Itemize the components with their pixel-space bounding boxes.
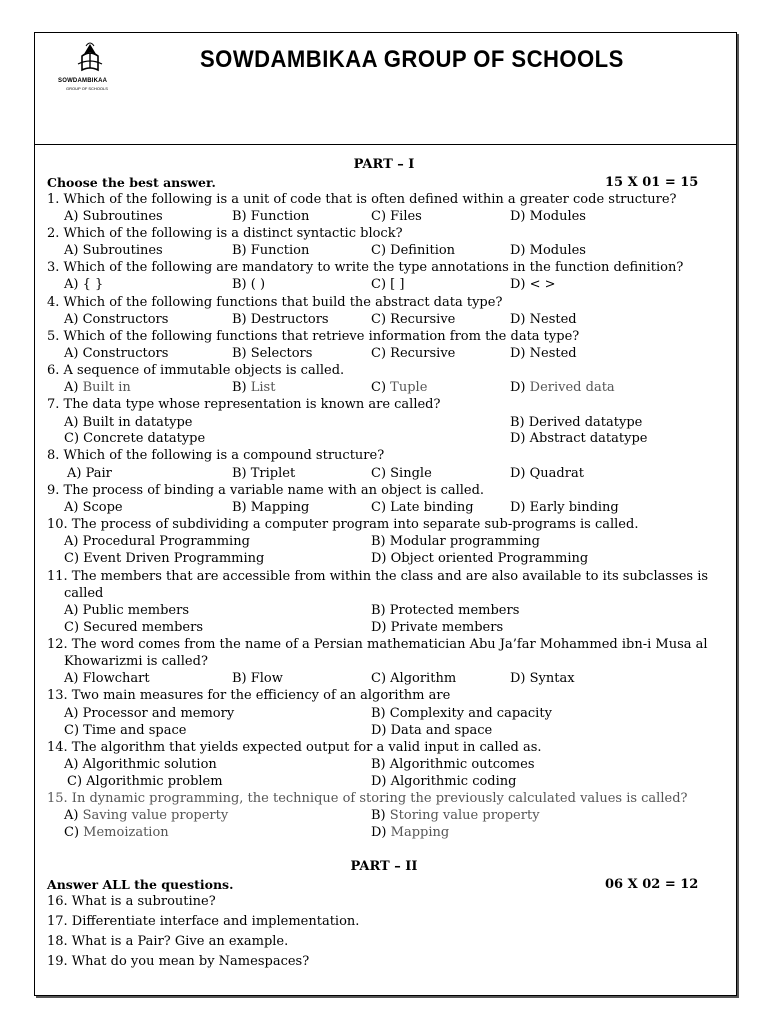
school-logo-icon [60, 40, 120, 92]
option-d: D) Quadrat [510, 466, 584, 481]
logo-subtext: GROUP OF SCHOOLS [66, 86, 108, 91]
option-text: Mapping [390, 825, 450, 840]
question-3: 3. Which of the following are mandatory to write the type annotations in the function definition? [47, 260, 684, 275]
option-text: Memoization [83, 825, 169, 840]
logo-text: SOWDAMBIKAA [58, 78, 108, 84]
option-d: D) Nested [510, 346, 577, 361]
option-b [371, 808, 540, 824]
option-c: C) [ ] [371, 277, 405, 292]
option-c: C) Concrete datatype [64, 431, 206, 446]
question-7: 7. The data type whose representation is known are called? [47, 397, 441, 412]
option-c: C) Files [371, 209, 422, 224]
option-letter: A) [64, 808, 79, 823]
question-4: 4. Which of the following functions that build the abstract data type? [47, 295, 503, 310]
option-a: A) Scope [64, 500, 123, 515]
option-letter: C) [371, 380, 387, 395]
option-text: Tuple [390, 380, 428, 395]
option-d: D) Nested [510, 312, 577, 327]
school-name: SOWDAMBIKAA GROUP OF SCHOOLS [200, 46, 624, 73]
option-text: Derived data [529, 380, 615, 395]
option-d: D) Data and space [371, 723, 493, 738]
option-d: D) Early binding [510, 500, 619, 515]
question-9: 9. The process of binding a variable name with an object is called. [47, 483, 485, 498]
question-19: 19. What do you mean by Namespaces? [47, 954, 310, 969]
option-c: C) Time and space [64, 723, 187, 738]
option-b: B) Complexity and capacity [371, 706, 552, 721]
part2-title: PART – II [350, 859, 418, 874]
option-text: Saving value property [82, 808, 229, 823]
option-text: Built in [82, 380, 131, 395]
part2-marks: 06 X 02 = 12 [605, 877, 699, 892]
option-d [371, 825, 449, 841]
question-14: 14. The algorithm that yields expected output for a valid input in called as. [47, 740, 542, 755]
question-1: 1. Which of the following is a unit of code that is often defined within a greater code structure? [47, 192, 677, 207]
question-18: 18. What is a Pair? Give an example. [47, 934, 289, 949]
option-a: A) Built in datatype [64, 415, 193, 430]
option-d: D) Modules [510, 209, 586, 224]
option-c: C) Recursive [371, 346, 456, 361]
option-c [371, 380, 427, 396]
option-letter: B) [371, 808, 386, 823]
option-text: Storing value property [389, 808, 540, 823]
option-text: List [250, 380, 276, 395]
option-b: B) Triplet [232, 466, 296, 481]
option-a: A) Flowchart [64, 671, 150, 686]
option-c: C) Late binding [371, 500, 474, 515]
option-letter: A) [64, 380, 79, 395]
option-d: D) Modules [510, 243, 586, 258]
option-b: B) Function [232, 209, 310, 224]
option-letter: D) [371, 825, 387, 840]
option-a: A) Pair [67, 466, 112, 481]
option-d: D) Algorithmic coding [371, 774, 517, 789]
option-b: B) Flow [232, 671, 283, 686]
option-a: A) Algorithmic solution [64, 757, 217, 772]
option-a: A) { } [64, 277, 104, 292]
option-d: D) Abstract datatype [510, 431, 648, 446]
question-2: 2. Which of the following is a distinct syntactic block? [47, 226, 403, 241]
option-a: A) Processor and memory [64, 706, 235, 721]
option-d: D) Object oriented Programming [371, 551, 589, 566]
option-d: D) Syntax [510, 671, 575, 686]
option-a: A) Procedural Programming [64, 534, 250, 549]
option-a: A) Public members [64, 603, 190, 618]
option-b: B) Derived datatype [510, 415, 643, 430]
option-b: B) Function [232, 243, 310, 258]
option-b: B) Modular programming [371, 534, 540, 549]
part1-title: PART – I [353, 157, 415, 172]
option-c: C) Recursive [371, 312, 456, 327]
option-b [232, 380, 275, 396]
option-letter: D) [510, 380, 526, 395]
option-b: B) Mapping [232, 500, 310, 515]
question-11: 11. The members that are accessible from within the class and are also available to its subclasses is [47, 569, 709, 584]
option-b: B) Protected members [371, 603, 520, 618]
option-b: B) Algorithmic outcomes [371, 757, 535, 772]
option-c: C) Single [371, 466, 432, 481]
option-c: C) Definition [371, 243, 456, 258]
question-17: 17. Differentiate interface and implementation. [47, 914, 360, 929]
option-a: A) Subroutines [64, 209, 163, 224]
question-15: 15. In dynamic programming, the technique of storing the previously calculated values is called? [47, 791, 688, 806]
option-a: A) Subroutines [64, 243, 163, 258]
option-d [510, 380, 615, 396]
option-a: A) Constructors [64, 346, 169, 361]
question-8: 8. Which of the following is a compound structure? [47, 448, 385, 463]
option-a: A) Constructors [64, 312, 169, 327]
option-c: C) Secured members [64, 620, 204, 635]
question-13: 13. Two main measures for the efficiency of an algorithm are [47, 688, 451, 703]
option-letter: B) [232, 380, 247, 395]
question-12: 12. The word comes from the name of a Persian mathematician Abu Ja’far Mohammed ibn-i Musa al [47, 637, 708, 652]
question-10: 10. The process of subdividing a computer program into separate sub-programs is called. [47, 517, 639, 532]
option-b: B) Destructors [232, 312, 329, 327]
option-c [64, 825, 169, 841]
question-5: 5. Which of the following functions that retrieve information from the data type? [47, 329, 580, 344]
option-d: D) Private members [371, 620, 504, 635]
option-a [64, 808, 228, 824]
question-12-continued: Khowarizmi is called? [64, 654, 208, 669]
question-6: 6. A sequence of immutable objects is called. [47, 363, 345, 378]
part2-instruction: Answer ALL the questions. [47, 877, 234, 892]
option-a [64, 380, 131, 396]
part1-instruction: Choose the best answer. [47, 175, 216, 190]
option-c: C) Event Driven Programming [64, 551, 265, 566]
option-letter: C) [64, 825, 80, 840]
option-b: B) ( ) [232, 277, 266, 292]
option-d: D) < > [510, 277, 556, 292]
question-16: 16. What is a subroutine? [47, 894, 216, 909]
option-c: C) Algorithmic problem [67, 774, 223, 789]
part1-marks: 15 X 01 = 15 [605, 175, 699, 190]
option-c: C) Algorithm [371, 671, 457, 686]
option-b: B) Selectors [232, 346, 313, 361]
question-11-continued: called [64, 586, 104, 601]
